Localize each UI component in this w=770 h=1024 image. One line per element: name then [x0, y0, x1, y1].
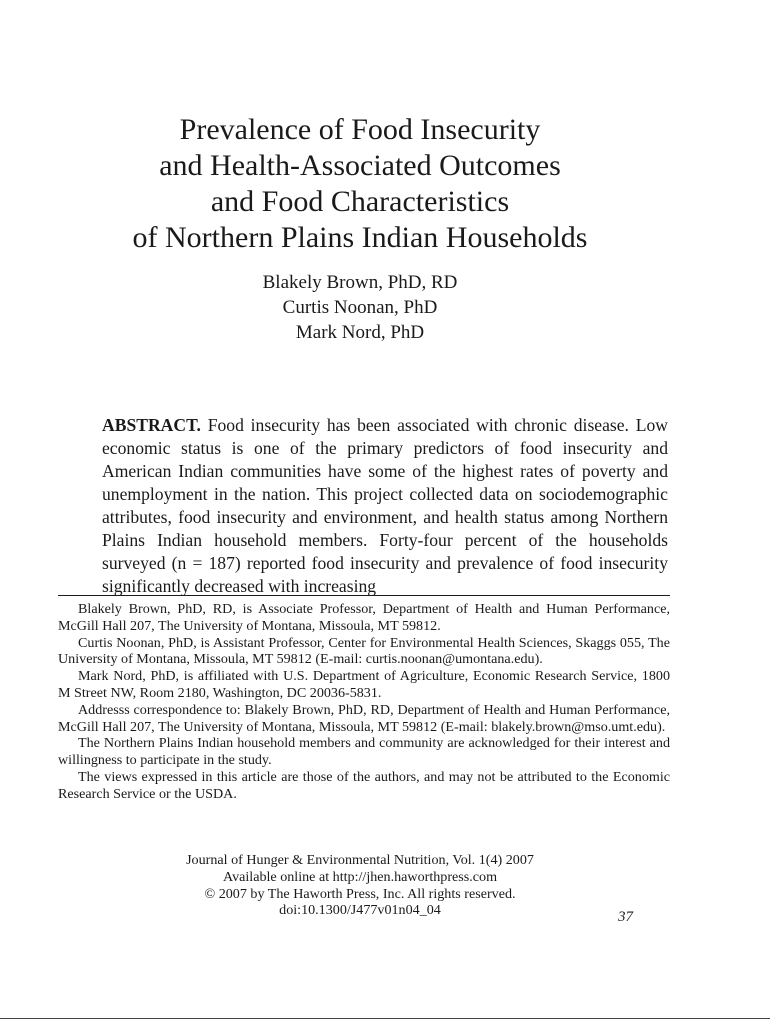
footnote: Addresss correspondence to: Blakely Brown, PhD, RD, Department of Health and Human Performance, McGill Hall 207, The University of Montana, Missoula, MT 59812 (E-mail: blakely.brown@mso.umt.edu). [58, 701, 670, 735]
author-name: Curtis Noonan, PhD [282, 297, 438, 318]
footnote: Curtis Noonan, PhD, is Assistant Professor, Center for Environmental Health Sciences, Skaggs 055, The University of Montana, Missoula, MT 59812 (E-mail: curtis.noonan@umontana.edu). [58, 634, 670, 668]
journal-line: Journal of Hunger & Environmental Nutrition, Vol. 1(4) 2007 [186, 852, 534, 868]
abstract-label: ABSTRACT. [102, 415, 201, 435]
abstract [102, 414, 668, 598]
title-line: of Northern Plains Indian Households [132, 221, 588, 254]
footnotes [58, 601, 670, 803]
footnote-divider [58, 595, 670, 596]
footnote: Mark Nord, PhD, is affiliated with U.S. Department of Agriculture, Economic Research Service, 1800 M Street NW, Room 2180, Washington, DC 20036-5831. [58, 668, 670, 701]
footnote: The Northern Plains Indian household members and community are acknowledged for their interest and willingness to participate in the study. [58, 735, 670, 769]
page-number: 37 [618, 909, 633, 925]
journal-line: doi:10.1300/J477v01n04_04 [279, 902, 441, 919]
journal-line: Available online at http://jhen.haworthpress.com [222, 868, 498, 885]
author-list [160, 270, 560, 345]
title-line: Prevalence of Food Insecurity [179, 113, 541, 146]
title-line: and Food Characteristics [210, 185, 510, 218]
footnote: Blakely Brown, PhD, RD, is Associate Professor, Department of Health and Human Performance, McGill Hall 207, The University of Montana, Missoula, MT 59812. [58, 601, 670, 634]
journal-citation [110, 852, 610, 919]
title-line: and Health-Associated Outcomes [159, 149, 561, 182]
article-title [60, 112, 660, 256]
journal-line: © 2007 by The Haworth Press, Inc. All rights reserved. [204, 885, 516, 902]
author-name: Blakely Brown, PhD, RD [262, 272, 458, 293]
scan-edge-line [0, 1018, 770, 1019]
author-name: Mark Nord, PhD [295, 322, 425, 343]
footnote: The views expressed in this article are those of the authors, and may not be attributed to the Economic Research Service or the USDA. [58, 768, 670, 802]
abstract-text: Food insecurity has been associated with chronic disease. Low economic status is one of the primary predictors of food insecurity and American Indian communities have some of the highest rates of poverty and unemployment in the nation. This project collected data on sociodemographic attributes, food insecurity and environment, and health status among Northern Plains Indian household members. Forty-four percent of the households surveyed (n = 187) reported food insecurity and prevalence of food insecurity significantly decreased with increasing [102, 415, 668, 596]
